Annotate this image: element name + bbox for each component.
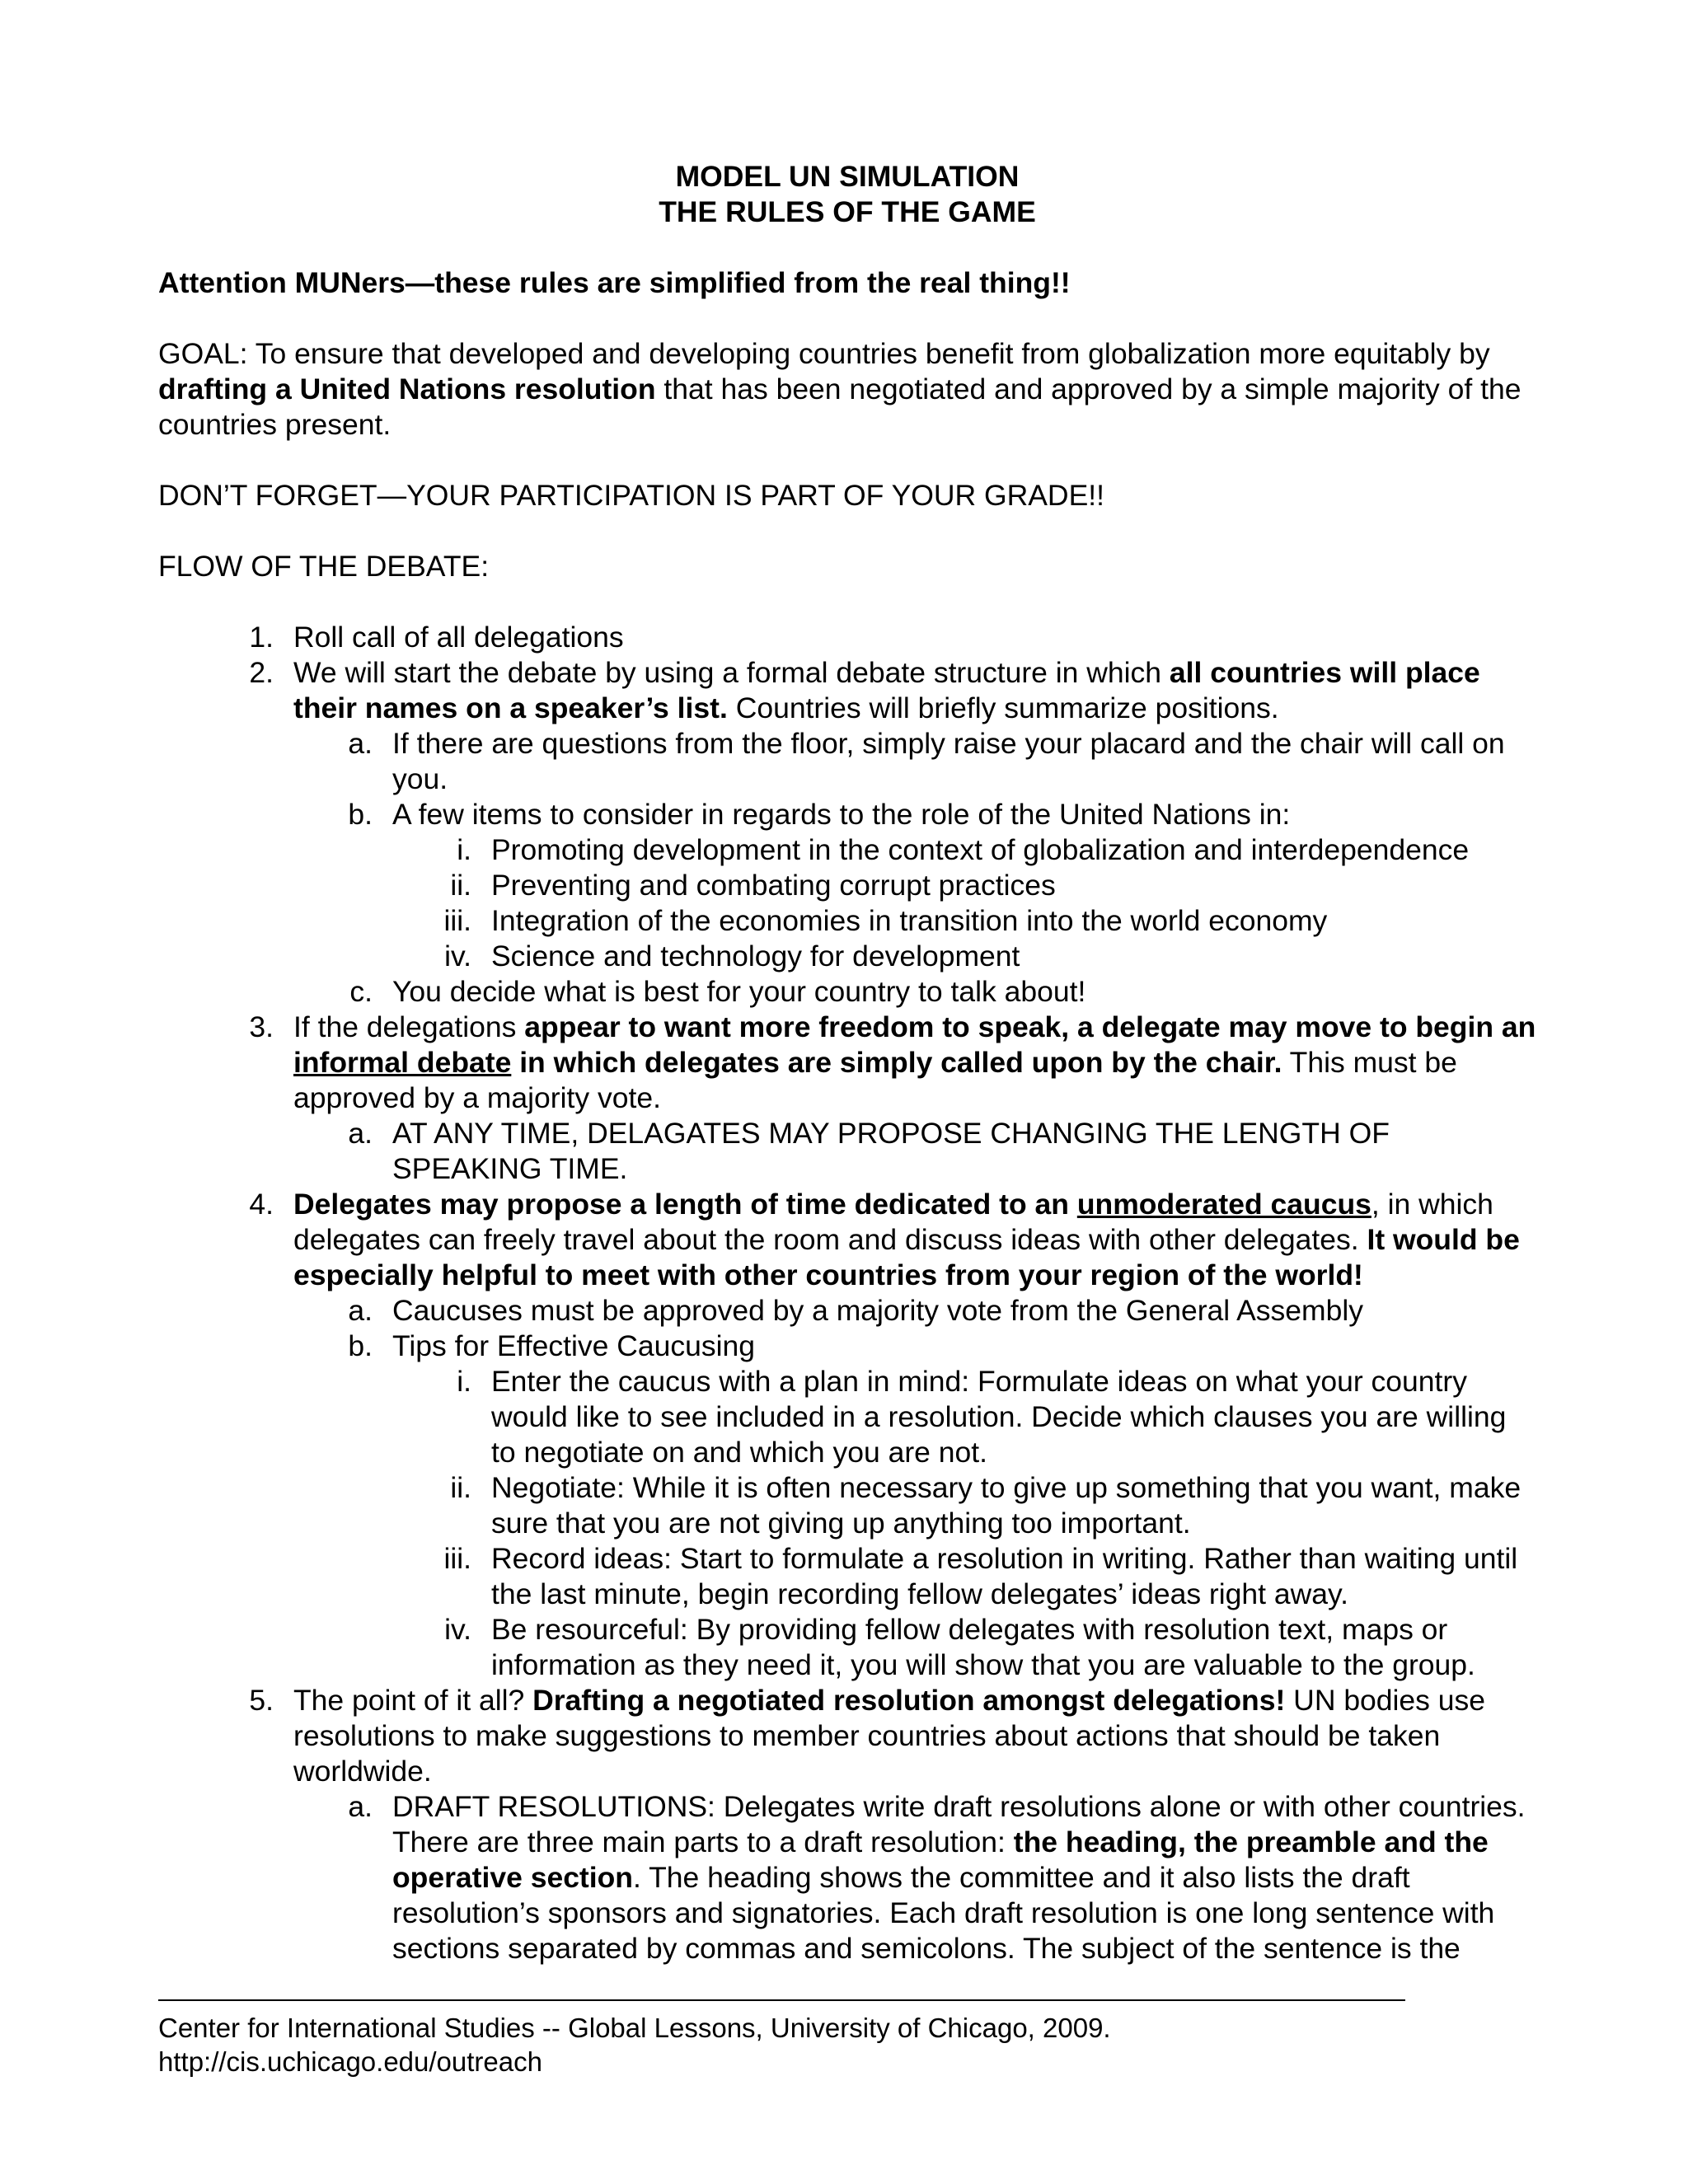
list-item-4b-i <box>158 1364 1536 1470</box>
text-run: , in which delegates can freely travel about the room and discuss ideas with other delegates. <box>293 1188 1493 1256</box>
bold-run: Delegates may propose a length of time dedicated to an <box>293 1188 1077 1221</box>
list-item-text <box>293 1010 1536 1116</box>
list-item-text: Integration of the economies in transition into the world economy <box>491 904 1328 937</box>
text-run: DRAFT RESOLUTIONS: Delegates write draft resolutions alone or with other countries. There are three main parts to a draft resolution: <box>392 1790 1526 1858</box>
list-item-2b-ii <box>158 868 1536 903</box>
list-item-text: Caucuses must be approved by a majority vote from the General Assembly <box>392 1294 1363 1327</box>
list-item-text: Negotiate: While it is often necessary to give up something that you want, make sure that you are not giving up anything too important. <box>491 1471 1522 1540</box>
list-marker: ii. <box>450 1471 471 1504</box>
document-title <box>158 159 1536 230</box>
bold-run: It would be especially helpful to meet with other countries from your region of the world! <box>293 1223 1520 1291</box>
title-line-2: THE RULES OF THE GAME <box>659 195 1036 228</box>
list-item-text: Tips for Effective Caucusing <box>392 1329 756 1362</box>
bold-underline-run: informal debate <box>293 1046 512 1079</box>
list-marker: a. <box>348 1294 373 1327</box>
list-item-2c <box>158 974 1536 1010</box>
list-marker: a. <box>348 1790 373 1823</box>
list-marker: 5. <box>249 1684 274 1717</box>
list-item-text <box>293 1187 1536 1293</box>
participation-reminder: DON’T FORGET—YOUR PARTICIPATION IS PART OF YOUR GRADE!! <box>158 479 1104 512</box>
bold-run: appear to want more freedom to speak, a delegate may move to begin an <box>524 1010 1536 1043</box>
bold-underline-run: unmoderated caucus <box>1076 1188 1372 1221</box>
list-item-text: Science and technology for development <box>491 940 1020 972</box>
list-item-text <box>293 655 1536 726</box>
list-item-text <box>392 1789 1536 1966</box>
list-marker: b. <box>348 1329 373 1362</box>
goal-prefix: GOAL: To ensure that developed and developing countries benefit from globalization more equitably by <box>158 337 1490 370</box>
list-item-text: Preventing and combating corrupt practices <box>491 869 1056 902</box>
bold-run: the heading, the preamble and the operative section <box>392 1825 1489 1894</box>
list-item-5a <box>158 1789 1536 1966</box>
text-run: . The heading shows the committee and it also lists the draft resolution’s sponsors and signatories. Each draft resolution is one long sentence with sections separated by commas and semicolons. The subject of the sentence is the <box>392 1861 1495 1965</box>
list-item-4b-ii <box>158 1470 1536 1541</box>
list-item-text: AT ANY TIME, DELAGATES MAY PROPOSE CHANGING THE LENGTH OF SPEAKING TIME. <box>392 1117 1390 1185</box>
bold-run: in which delegates are simply called upon by the chair. <box>511 1046 1282 1079</box>
list-item-text: If there are questions from the floor, simply raise your placard and the chair will call on you. <box>392 727 1505 795</box>
attention-line: Attention MUNers—these rules are simplified from the real thing!! <box>158 266 1071 299</box>
document-body <box>158 159 1536 1966</box>
goal-bold: drafting a United Nations resolution <box>158 373 656 405</box>
text-run: This must be approved by a majority vote. <box>293 1046 1457 1114</box>
list-marker: 4. <box>249 1188 274 1221</box>
list-marker: a. <box>348 1117 373 1150</box>
list-item-4a <box>158 1293 1536 1329</box>
list-item-4b-iii <box>158 1541 1536 1612</box>
flow-heading: FLOW OF THE DEBATE: <box>158 550 490 583</box>
list-item-4b <box>158 1329 1536 1364</box>
list-item-2b-iii <box>158 903 1536 939</box>
text-run: Countries will briefly summarize positions. <box>727 691 1279 724</box>
title-line-1: MODEL UN SIMULATION <box>675 160 1020 193</box>
list-marker: ii. <box>450 869 471 902</box>
text-run: UN bodies use resolutions to make suggestions to member countries about actions that should be taken worldwide. <box>293 1684 1486 1788</box>
list-marker: i. <box>457 1365 471 1398</box>
list-marker: iii. <box>443 904 471 937</box>
list-marker: i. <box>457 833 471 866</box>
list-marker: 2. <box>249 656 274 689</box>
list-item-5 <box>158 1683 1536 1789</box>
list-item-text: Record ideas: Start to formulate a resolution in writing. Rather than waiting until the last minute, begin recording fellow delegates’ ideas right away. <box>491 1542 1518 1610</box>
list-item-text <box>293 1683 1536 1789</box>
text-run: The point of it all? <box>293 1684 533 1717</box>
list-item-text: Be resourceful: By providing fellow delegates with resolution text, maps or information as they need it, you will show that you are valuable to the group. <box>491 1613 1475 1681</box>
list-item-text: Roll call of all delegations <box>293 621 624 654</box>
list-item-3 <box>158 1010 1536 1116</box>
page-footer <box>158 2011 1111 2079</box>
list-marker: b. <box>348 798 373 831</box>
list-marker: 1. <box>249 621 274 654</box>
text-run: We will start the debate by using a formal debate structure in which <box>293 656 1170 689</box>
list-item-2a <box>158 726 1536 797</box>
list-marker: c. <box>349 975 373 1008</box>
list-item-2 <box>158 655 1536 726</box>
footer-credit: Center for International Studies -- Global Lessons, University of Chicago, 2009. <box>158 2013 1111 2043</box>
list-marker: iii. <box>443 1542 471 1575</box>
list-item-text: You decide what is best for your country to talk about! <box>392 975 1086 1008</box>
list-marker: iv. <box>444 940 471 972</box>
footer-url: http://cis.uchicago.edu/outreach <box>158 2046 542 2077</box>
list-item-4b-iv <box>158 1612 1536 1683</box>
list-item-2b-iv <box>158 939 1536 974</box>
text-run: If the delegations <box>293 1010 525 1043</box>
list-marker: iv. <box>444 1613 471 1646</box>
footer-divider <box>158 1999 1405 2001</box>
list-item-2b <box>158 797 1536 832</box>
list-marker: a. <box>348 727 373 760</box>
list-item-4 <box>158 1187 1536 1293</box>
list-item-1 <box>158 620 1536 655</box>
goal-paragraph <box>158 336 1536 443</box>
goal-suffix: that has been negotiated and approved by a simple majority of the countries present. <box>158 373 1522 441</box>
list-item-2b-i <box>158 832 1536 868</box>
bold-run: Drafting a negotiated resolution amongst delegations! <box>532 1684 1286 1717</box>
list-item-text: Promoting development in the context of globalization and interdependence <box>491 833 1470 866</box>
list-item-text: Enter the caucus with a plan in mind: Formulate ideas on what your country would like to see included in a resolution. Decide which clauses you are willing to negotiate on and which you are not. <box>491 1365 1507 1469</box>
list-item-3a <box>158 1116 1536 1187</box>
bold-run: all countries will place their names on a speaker’s list. <box>293 656 1480 724</box>
list-item-text: A few items to consider in regards to the role of the United Nations in: <box>392 798 1291 831</box>
list-marker: 3. <box>249 1010 274 1043</box>
